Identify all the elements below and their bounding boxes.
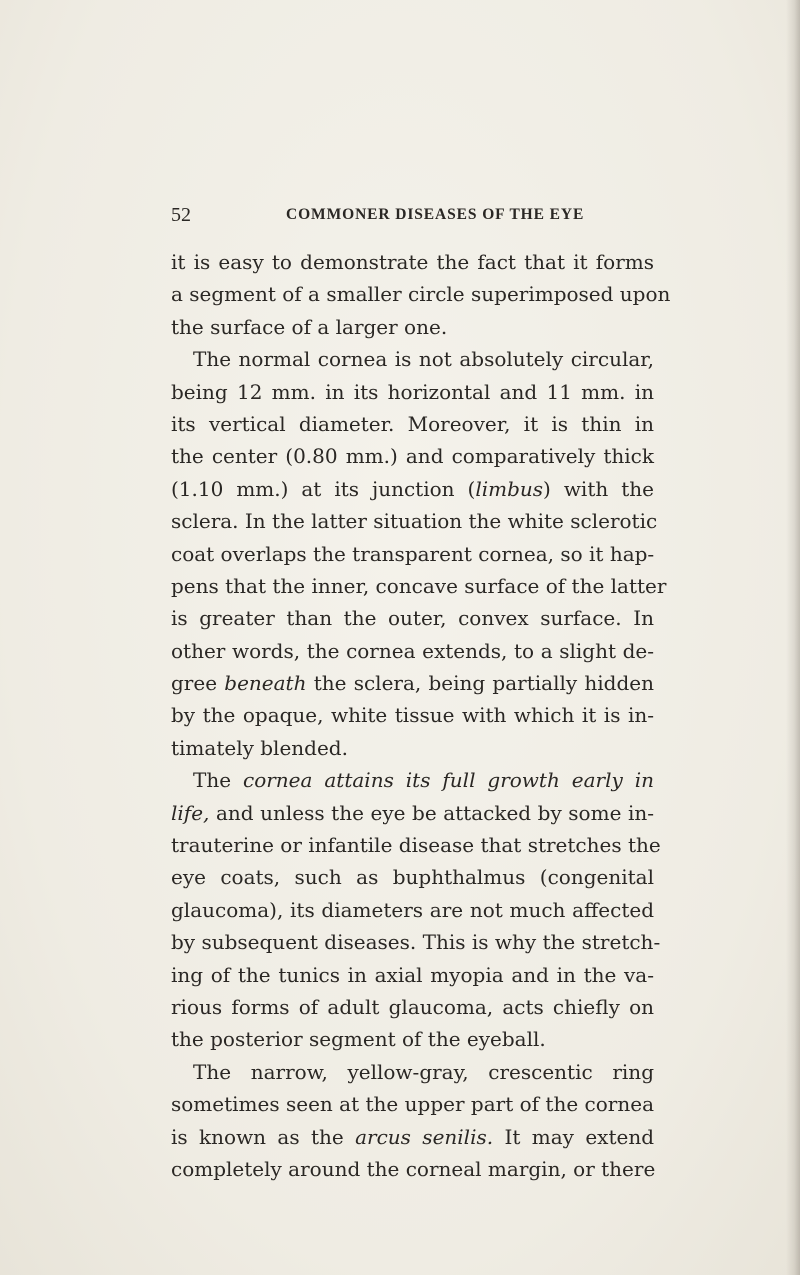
text-line: timately blended.: [171, 735, 348, 760]
running-head-title: COMMONER DISEASES OF THE EYE: [286, 206, 585, 223]
italic-text: beneath: [224, 671, 307, 696]
text-line: the surface of a larger one.: [171, 314, 448, 339]
text-line: ing of the tunics in axial myopia and in the va-: [171, 962, 654, 987]
text-segment: The: [193, 768, 243, 793]
text-line: eye coats, such as buphthalmus (congenital: [171, 865, 654, 890]
body-text: [171, 246, 671, 1185]
text-line: glaucoma), its diameters are not much affected: [171, 897, 654, 922]
text-line: [171, 473, 654, 505]
text-line: by the opaque, white tissue with which it is in-: [171, 703, 654, 728]
text-segment: It may extend: [493, 1124, 655, 1149]
text-line: its vertical diameter. Moreover, it is thin in: [171, 411, 654, 436]
page-number: 52: [171, 204, 191, 226]
text-segment: gree: [171, 671, 225, 696]
italic-text: cornea attains its full growth early in: [243, 768, 655, 793]
text-segment: and unless the eye be attacked by some in-: [209, 800, 654, 825]
text-line: The normal cornea is not absolutely circular,: [193, 347, 654, 372]
text-segment: is known as the: [171, 1124, 356, 1149]
text-line: sometimes seen at the upper part of the cornea: [171, 1092, 654, 1117]
text-line: coat overlaps the transparent cornea, so it hap-: [171, 541, 655, 566]
text-line: [171, 764, 654, 796]
text-line: [171, 1121, 654, 1153]
text-line: other words, the cornea extends, to a slight de-: [171, 638, 654, 663]
text-segment: (1.10 mm.) at its junction (: [171, 476, 476, 501]
text-line: is greater than the outer, convex surface. In: [171, 606, 654, 631]
text-line: [171, 667, 654, 699]
italic-text: arcus senilis.: [355, 1124, 494, 1149]
text-line: being 12 mm. in its horizontal and 11 mm. in: [171, 379, 654, 404]
text-segment: ) with the: [543, 476, 654, 501]
text-line: rious forms of adult glaucoma, acts chiefly on: [171, 994, 654, 1019]
text-line: the center (0.80 mm.) and comparatively thick: [171, 444, 654, 469]
text-line: a segment of a smaller circle superimposed upon: [171, 282, 671, 307]
text-line: The narrow, yellow-gray, crescentic ring: [193, 1059, 654, 1084]
text-line: [171, 797, 654, 829]
page-edge-shadow: [786, 0, 800, 1275]
text-line: it is easy to demonstrate the fact that it forms: [171, 250, 654, 274]
text-line: completely around the corneal margin, or there: [171, 1156, 656, 1181]
text-line: by subsequent diseases. This is why the stretch-: [171, 930, 661, 955]
italic-text: life,: [171, 800, 210, 825]
text-segment: the sclera, being partially hidden: [306, 671, 654, 696]
text-line: sclera. In the latter situation the white sclerotic: [171, 509, 658, 534]
running-head: [171, 204, 651, 228]
text-line: trauterine or infantile disease that stretches the: [171, 833, 661, 858]
text-line: the posterior segment of the eyeball.: [171, 1027, 546, 1052]
text-line: pens that the inner, concave surface of the latter: [171, 573, 667, 598]
italic-text: limbus: [475, 476, 544, 501]
